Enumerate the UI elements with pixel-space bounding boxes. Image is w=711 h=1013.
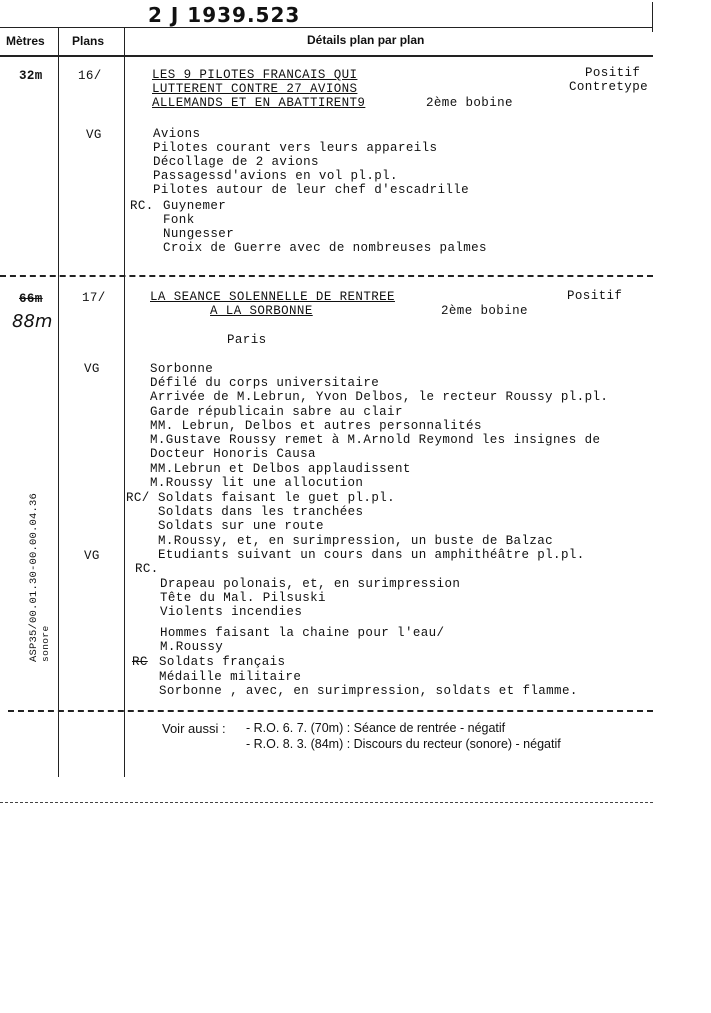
entry2-rc-label-1: RC/ bbox=[126, 491, 150, 505]
entry2-line: MM. Lebrun, Delbos et autres personnalités bbox=[150, 419, 482, 433]
entry2-title-line-1: LA SEANCE SOLENNELLE DE RENTREE bbox=[150, 290, 395, 304]
voir-aussi-label: Voir aussi : bbox=[162, 721, 226, 736]
entry-separator-1 bbox=[0, 275, 653, 277]
header-top-rule bbox=[0, 27, 653, 28]
entry2-rc-line-2: Drapeau polonais, et, en surimpression bbox=[160, 577, 461, 591]
entry2-line: Défilé du corps universitaire bbox=[150, 376, 380, 390]
entry2-rc-line: Soldats sur une route bbox=[158, 519, 324, 533]
entry1-title-line-2: LUTTERENT CONTRE 27 AVIONS bbox=[152, 82, 358, 96]
entry2-metres-handwritten: 88m bbox=[12, 311, 53, 332]
header-bottom-rule bbox=[0, 55, 653, 57]
entry-separator-2 bbox=[8, 710, 653, 712]
voir-aussi-line-2: - R.O. 8. 3. (84m) : Discours du recteur (sonore) - négatif bbox=[246, 737, 561, 751]
entry1-title-line-1: LES 9 PILOTES FRANCAIS QUI bbox=[152, 68, 358, 82]
entry1-rc-line: Croix de Guerre avec de nombreuses palmes bbox=[163, 241, 487, 255]
entry2-rc-line: Soldats dans les tranchées bbox=[158, 505, 364, 519]
entry2-status-positif: Positif bbox=[567, 289, 623, 303]
handwritten-reference: 2 J 1939.523 bbox=[148, 3, 301, 27]
entry1-plan: 16/ bbox=[78, 69, 102, 83]
bottom-rule bbox=[0, 802, 653, 803]
entry2-rc-line: Etudiants suivant un cours dans un amphithéâtre pl.pl. bbox=[158, 548, 585, 562]
entry2-line: MM.Lebrun et Delbos applaudissent bbox=[150, 462, 411, 476]
entry2-line: Sorbonne bbox=[150, 362, 214, 376]
entry2-line: Arrivée de M.Lebrun, Yvon Delbos, le recteur Roussy pl.pl. bbox=[150, 390, 609, 404]
side-archive-note: sonore bbox=[40, 625, 51, 662]
entry2-line: Docteur Honoris Causa bbox=[150, 447, 316, 461]
entry2-rc-label-2: RC. bbox=[135, 562, 159, 576]
entry1-line: Passagessd'avions en vol pl.pl. bbox=[153, 169, 398, 183]
entry2-line-3: Hommes faisant la chaine pour l'eau/ bbox=[160, 626, 445, 640]
entry1-rc-label: RC. bbox=[130, 199, 154, 213]
entry2-rc-label-3: RC bbox=[132, 655, 148, 669]
entry2-line: Garde républicain sabre au clair bbox=[150, 405, 403, 419]
entry1-metres: 32m bbox=[19, 69, 43, 83]
entry2-rc-line: Soldats faisant le guet pl.pl. bbox=[158, 491, 396, 505]
entry1-rc-line: Nungesser bbox=[163, 227, 235, 241]
column-header-metres: Mètres bbox=[6, 34, 45, 48]
column-header-details: Détails plan par plan bbox=[307, 33, 425, 47]
entry2-line: M.Roussy lit une allocution bbox=[150, 476, 364, 490]
column-divider-2 bbox=[124, 27, 125, 777]
entry2-bobine: 2ème bobine bbox=[441, 304, 528, 318]
entry1-status-positif: Positif bbox=[585, 66, 641, 80]
entry2-line-4: Soldats français bbox=[159, 655, 286, 669]
entry2-metres: 66m bbox=[19, 292, 43, 306]
entry1-line: Pilotes courant vers leurs appareils bbox=[153, 141, 438, 155]
entry2-rc-line: M.Roussy, et, en surimpression, un buste de Balzac bbox=[158, 534, 554, 548]
entry2-line-4: Sorbonne , avec, en surimpression, soldats et flamme. bbox=[159, 684, 578, 698]
entry1-line: Avions bbox=[153, 127, 201, 141]
entry2-line-4: Médaille militaire bbox=[159, 670, 302, 684]
entry1-bobine: 2ème bobine bbox=[426, 96, 513, 110]
entry1-status-contretype: Contretype bbox=[569, 80, 649, 94]
entry1-line: Décollage de 2 avions bbox=[153, 155, 319, 169]
entry1-rc-line: Guynemer bbox=[163, 199, 227, 213]
entry2-title-line-2: A LA SORBONNE bbox=[210, 304, 313, 318]
column-divider-1 bbox=[58, 27, 59, 777]
entry1-line: Pilotes autour de leur chef d'escadrille bbox=[153, 183, 470, 197]
entry2-plan: 17/ bbox=[82, 291, 106, 305]
entry1-rc-line: Fonk bbox=[163, 213, 195, 227]
entry2-rc-line-2: Violents incendies bbox=[160, 605, 303, 619]
side-archive-reference: ASP35/00.01.30-00.00.04.36 bbox=[28, 492, 40, 662]
entry2-line: M.Gustave Roussy remet à M.Arnold Reymond les insignes de bbox=[150, 433, 601, 447]
entry1-plan-type: VG bbox=[86, 128, 102, 142]
entry2-place: Paris bbox=[227, 333, 267, 347]
voir-aussi-line-1: - R.O. 6. 7. (70m) : Séance de rentrée - négatif bbox=[246, 721, 506, 735]
entry2-plan-type-1: VG bbox=[84, 362, 100, 376]
entry2-rc-line-2: Tête du Mal. Pilsuski bbox=[160, 591, 326, 605]
column-header-plans: Plans bbox=[72, 34, 105, 48]
entry1-title-line-3: ALLEMANDS ET EN ABATTIRENT9 bbox=[152, 96, 366, 110]
entry2-plan-type-2: VG bbox=[84, 549, 100, 563]
entry2-line-3: M.Roussy bbox=[160, 640, 224, 654]
